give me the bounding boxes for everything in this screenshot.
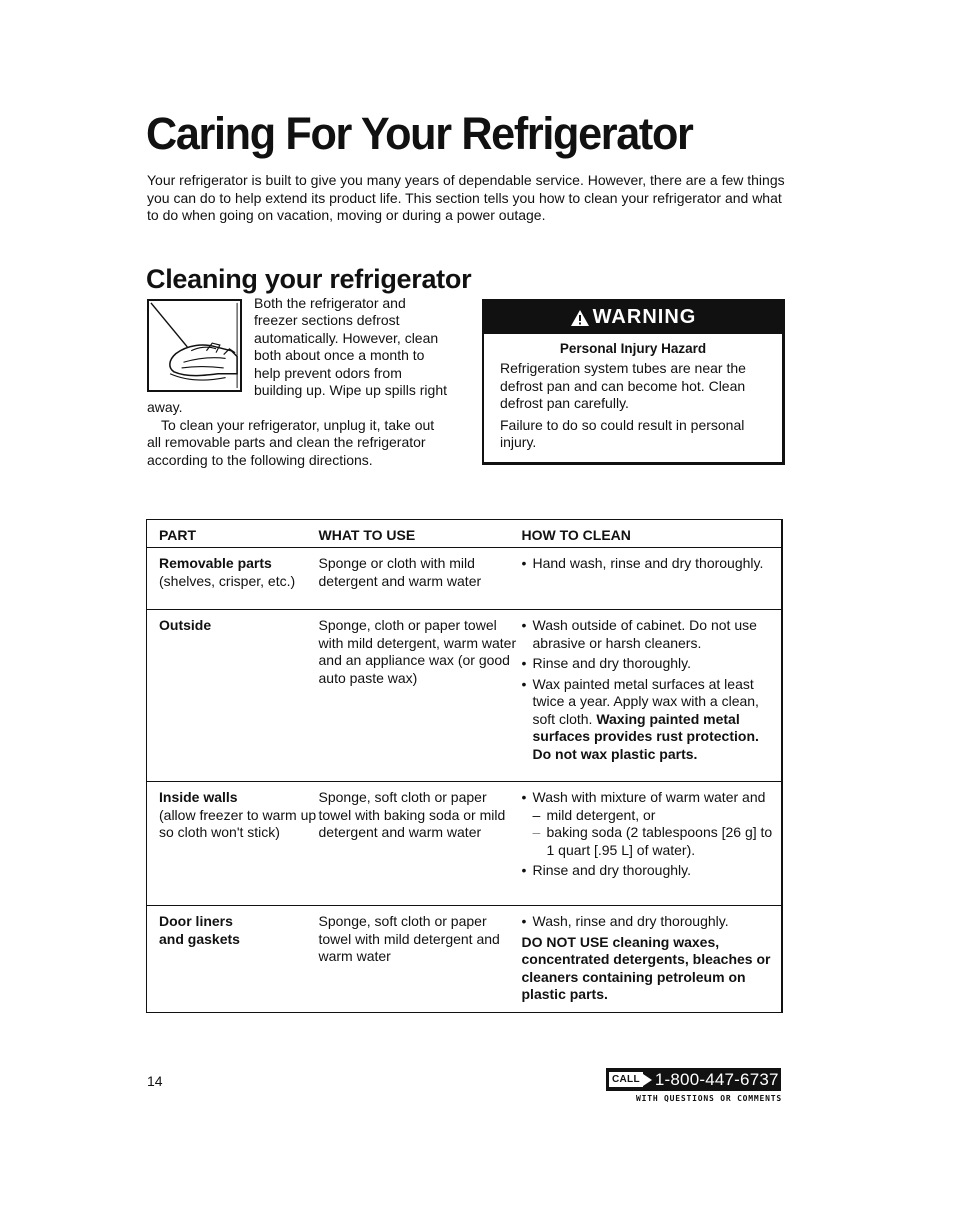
part-note: (allow freezer to warm up so cloth won't stick) xyxy=(159,806,317,840)
how-item: • Rinse and dry thoroughly. xyxy=(522,862,782,880)
table-row xyxy=(147,782,783,906)
warning-triangle-icon xyxy=(570,309,590,327)
how-sub-item: – baking soda (2 tablespoons [26 g] to 1 quart [.95 L] of water). xyxy=(533,824,782,859)
arrow-right-icon xyxy=(643,1074,652,1086)
part-cell xyxy=(147,782,319,906)
cleaning-table xyxy=(146,519,783,1013)
how-cell xyxy=(522,610,783,782)
table-row xyxy=(147,548,783,610)
page-title: Caring For Your Refrigerator xyxy=(146,108,693,159)
part-name-line-2: and gaskets xyxy=(159,930,240,947)
part-name: Inside walls xyxy=(159,789,238,805)
warning-header xyxy=(484,301,782,334)
how-cell xyxy=(522,782,783,906)
part-name: Removable parts xyxy=(159,555,272,571)
part-note: (shelves, crisper, etc.) xyxy=(159,572,296,589)
what-cell xyxy=(319,610,522,782)
how-cell xyxy=(522,906,783,1013)
what-text: Sponge or cloth with mild detergent and warm water xyxy=(318,555,482,589)
how-item xyxy=(522,676,782,764)
cleaning-intro xyxy=(147,295,447,469)
what-cell xyxy=(319,782,522,906)
table-header-row xyxy=(147,520,783,548)
section-heading: Cleaning your refrigerator xyxy=(146,264,472,294)
what-text: Sponge, soft cloth or paper towel with baking soda or mild detergent and warm water xyxy=(318,789,506,840)
cleaning-paragraph-2: To clean your refrigerator, unplug it, take out all removable parts and clean the refrigerator according to the following directions. xyxy=(147,416,435,468)
how-item: • Wash outside of cabinet. Do not use abrasive or harsh cleaners. xyxy=(522,617,782,652)
how-item-emphasis: Waxing painted metal surfaces provides rust protection. Do not wax plastic parts. xyxy=(532,710,759,762)
table-row xyxy=(147,906,783,1013)
warning-text-2: Failure to do so could result in personal injury. xyxy=(500,416,745,450)
page-number: 14 xyxy=(147,1073,163,1089)
how-note: DO NOT USE cleaning waxes, concentrated detergents, bleaches or cleaners containing petroleum on plastic parts. xyxy=(521,933,771,1002)
header-part: PART xyxy=(147,520,319,548)
call-badge: CALL xyxy=(609,1072,643,1087)
how-item-text: Wash with mixture of warm water and xyxy=(532,789,766,805)
how-item: • Wash, rinse and dry thoroughly. xyxy=(522,913,782,931)
part-cell xyxy=(147,548,319,610)
table-row xyxy=(147,610,783,782)
phone-number: 1-800-447-6737 xyxy=(654,1069,779,1089)
how-item-text: Wax painted metal surfaces at least twice a year. Apply wax with a clean, soft cloth. xyxy=(532,675,759,727)
part-name: Outside xyxy=(159,617,212,633)
what-cell xyxy=(319,548,522,610)
how-sub-item: – mild detergent, or xyxy=(533,807,782,825)
part-name: Door liners xyxy=(159,913,233,929)
warning-box xyxy=(482,299,785,465)
intro-paragraph: Your refrigerator is built to give you many years of dependable service. However, there are a few things you can do to help extend its product life. This section tells you how to clean your refrigerator and what to do when going on vacation, moving or during a power outage. xyxy=(147,172,785,223)
warning-text-1: Refrigeration system tubes are near the defrost pan and can become hot. Clean defrost pan carefully. xyxy=(500,360,746,411)
warning-subtitle: Personal Injury Hazard xyxy=(559,341,707,356)
header-what-to-use: WHAT TO USE xyxy=(319,520,522,548)
call-banner xyxy=(606,1068,781,1091)
how-cell xyxy=(522,548,783,610)
how-item: • Rinse and dry thoroughly. xyxy=(522,655,782,673)
call-caption: WITH QUESTIONS OR COMMENTS xyxy=(635,1094,782,1103)
header-how-to-clean: HOW TO CLEAN xyxy=(522,520,783,548)
how-item xyxy=(522,789,782,859)
part-cell xyxy=(147,906,319,1013)
part-cell xyxy=(147,610,319,782)
what-text: Sponge, cloth or paper towel with mild detergent, warm water and an appliance wax (or good auto paste wax) xyxy=(318,617,517,686)
what-cell xyxy=(319,906,522,1013)
what-text: Sponge, soft cloth or paper towel with mild detergent and warm water xyxy=(318,913,500,964)
warning-label: WARNING xyxy=(592,306,697,328)
how-item: • Hand wash, rinse and dry thoroughly. xyxy=(522,555,782,573)
cleaning-paragraph-1: Both the refrigerator and freezer sections defrost automatically. However, clean both about once a month to help prevent odors from building up. Wipe up spills right away. xyxy=(147,295,447,416)
